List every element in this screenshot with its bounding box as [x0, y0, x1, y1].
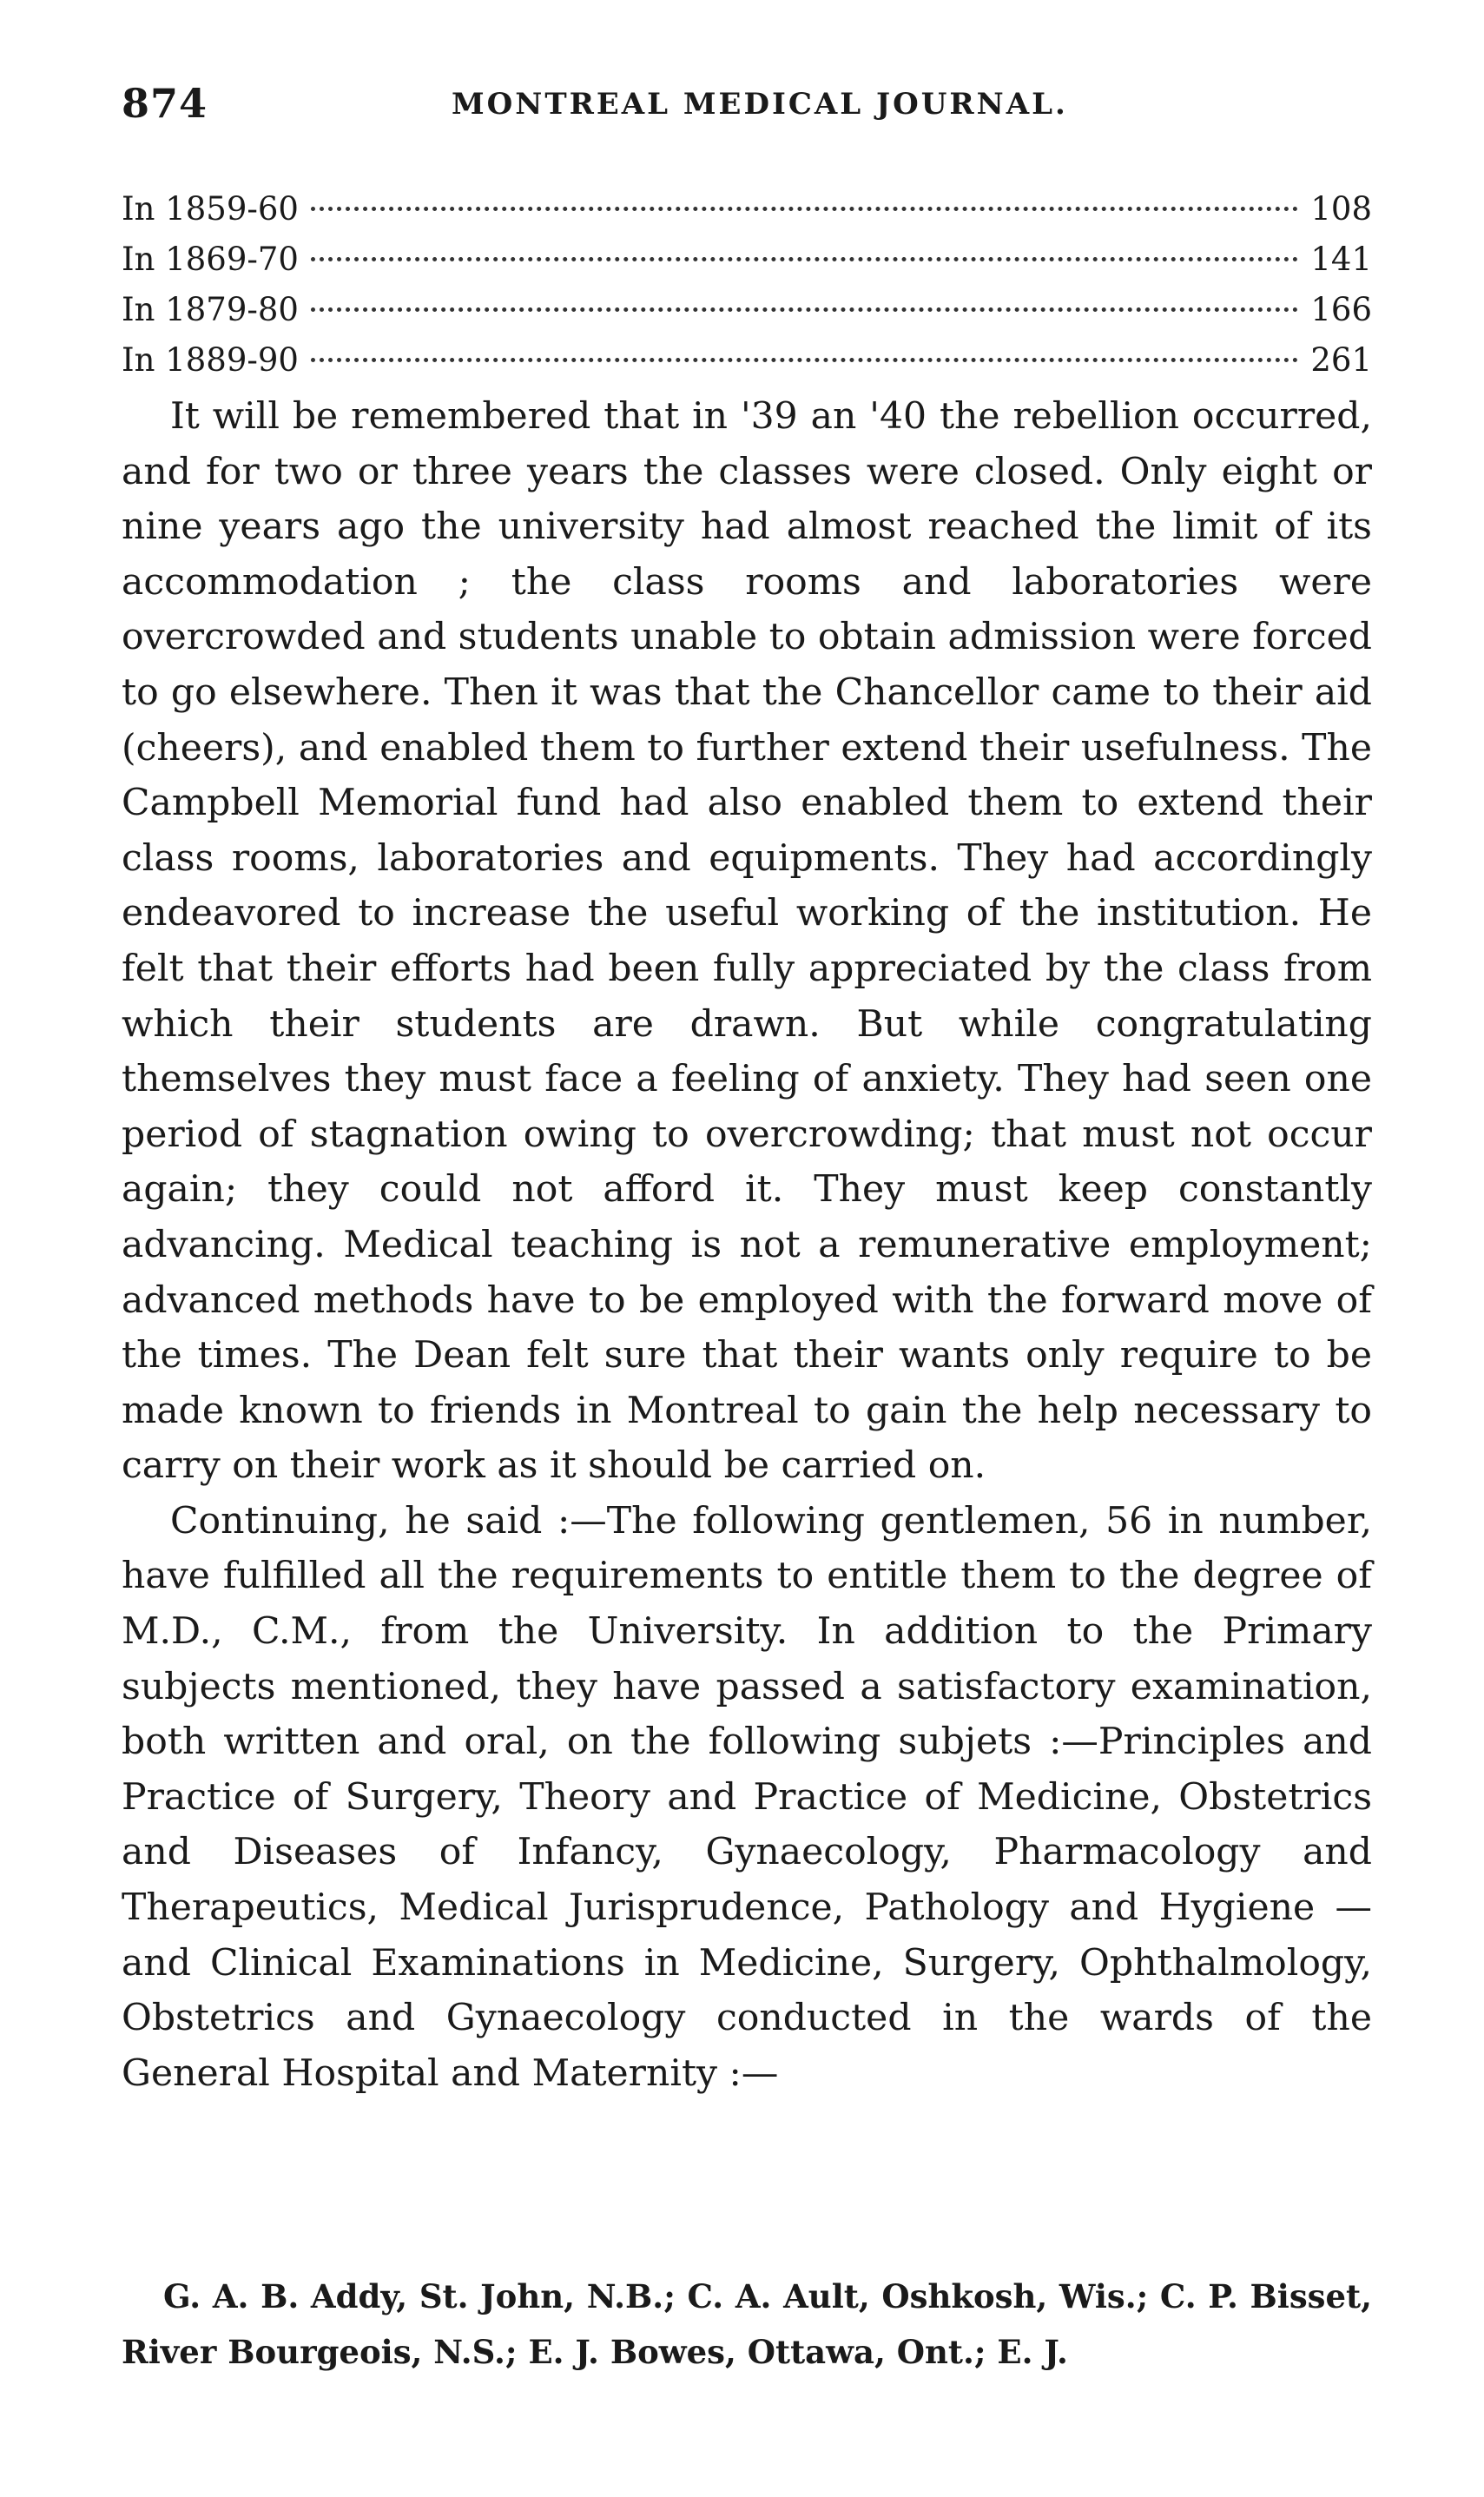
dot-leader — [311, 257, 1298, 261]
running-title: MONTREAL MEDICAL JOURNAL. — [452, 87, 1068, 122]
stat-year-label: In 1869-70 — [122, 241, 299, 278]
dot-leader — [311, 358, 1298, 362]
table-row — [122, 335, 1372, 386]
stat-count: 166 — [1310, 291, 1372, 328]
stat-year-label: In 1889-90 — [122, 341, 299, 379]
stat-year-label: In 1859-60 — [122, 190, 299, 228]
paragraph-graduates: Continuing, he said :—The following gentlemen, 56 in number, have fulfilled all the requirements to entitle them to the degree of M.D., C.M., from the University. In addition to the Primary subjects mentioned, they have passed a satisfactory examination, both written and oral, on the following subjets :—Principles and Practice of Surgery, Theory and Practice of Medicine, Obstetrics and Diseases of Infancy, Gynaecology, Pharmacology and Therapeutics, Medical Jurisprudence, Pathology and Hygiene —and Clinical Examinations in Medicine, Surgery, Ophthalmology, Obstetrics and Gynaecology conducted in the wards of the General Hospital and Maternity :— — [122, 1499, 1372, 2095]
article-body — [122, 389, 1372, 2101]
table-row — [122, 235, 1372, 285]
table-row — [122, 184, 1372, 235]
dot-leader — [311, 207, 1298, 211]
graduate-list — [122, 2269, 1372, 2380]
paragraph-rebellion: It will be remembered that in '39 an '40 the rebellion occurred, and for two or three years the classes were closed. Only eight or nine years ago the university had almost reached the limit of its accommodation ; the class rooms and laboratories were overcrowded and students unable to obtain admission were forced to go elsewhere. Then it was that the Chancellor came to their aid (cheers), and enabled them to further extend their usefulness. The Campbell Memorial fund had also enabled them to extend their class rooms, laboratories and equipments. They had accordingly endeavored to increase the useful working of the institution. He felt that their efforts had been fully appreciated by the class from which their students are drawn. But while congratulating themselves they must face a feeling of anxiety. They had seen one period of stagnation owing to overcrowding; that must not occur again; they could not afford it. They must keep constantly advancing. Medical teaching is not a remunerative employment; advanced methods have to be employed with the forward move of the times. The Dean felt sure that their wants only require to be made known to friends in Montreal to gain the help necessary to carry on their work as it should be carried on. — [122, 395, 1372, 1488]
stat-count: 108 — [1310, 190, 1372, 228]
stat-year-label: In 1879-80 — [122, 291, 299, 328]
dot-leader — [311, 307, 1298, 312]
enrollment-table — [122, 184, 1372, 386]
table-row — [122, 285, 1372, 335]
stat-count: 261 — [1310, 341, 1372, 379]
page-header — [122, 80, 1372, 141]
graduate-names: G. A. B. Addy, St. John, N.B.; C. A. Ault, Oshkosh, Wis.; C. P. Bisset, River Bourgeois, N.S.; E. J. Bowes, Ottawa, Ont.; E. J. — [122, 2277, 1372, 2371]
page-number: 874 — [122, 80, 208, 127]
stat-count: 141 — [1310, 241, 1372, 278]
